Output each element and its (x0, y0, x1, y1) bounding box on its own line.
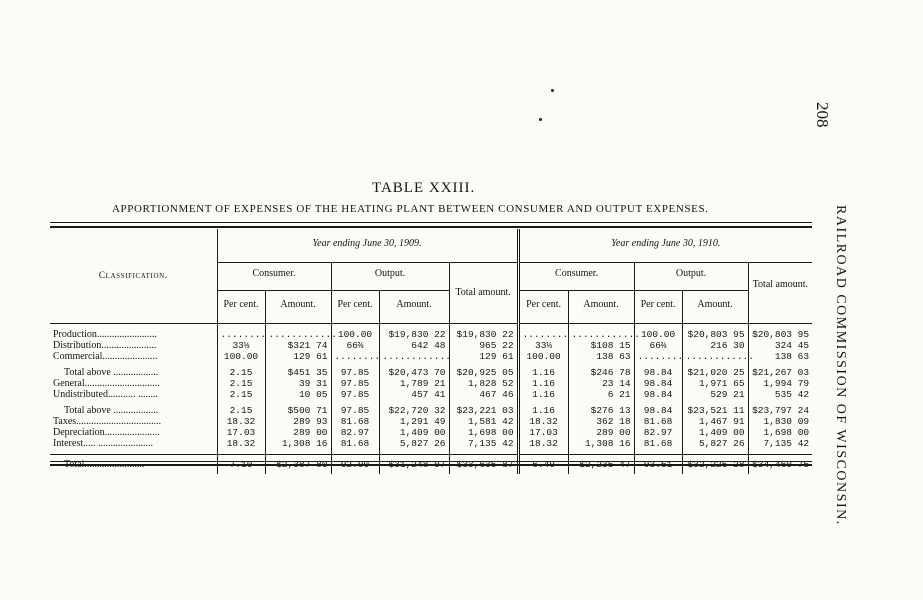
total-1909-amount: 7,135 42 (449, 438, 518, 449)
consumer-1909-amount: $2,387 80 (265, 455, 331, 475)
classification-header: Classification. (98, 270, 168, 281)
output-1910-amount: $32,225 28 (682, 455, 748, 475)
output-1909-pct: ........ (331, 351, 379, 362)
output-1910-pct: 98.84 (634, 378, 682, 389)
consumer-1910-pct: 1.16 (518, 367, 568, 378)
output-1910-pct: 82.97 (634, 427, 682, 438)
ink-speck (539, 118, 542, 121)
total-1909-amount: 1,828 52 (449, 378, 518, 389)
output-1910-pct: 81.68 (634, 438, 682, 449)
total-1910-amount: 1,698 00 (748, 427, 812, 438)
output-1910-amount: $20,803 95 (682, 329, 748, 340)
year-1910-header: Year ending June 30, 1910. (518, 229, 812, 263)
top-rule (50, 222, 812, 223)
consumer-1909-amount: 10 05 (265, 389, 331, 400)
total-1909-amount: 129 61 (449, 351, 518, 362)
total-1910-amount: $21,267 03 (748, 367, 812, 378)
output-1909-header: Output. (331, 263, 449, 291)
consumer-1909-pct: ........ (217, 329, 265, 340)
classification-cell: Commercial...................... (53, 351, 158, 362)
output-1910-amount: $21,020 25 (682, 367, 748, 378)
total-1909-amount: $19,830 22 (449, 329, 518, 340)
output-1910-pct: 98.84 (634, 367, 682, 378)
total-1909-amount: 965 22 (449, 340, 518, 351)
classification-cell: Production........................ (53, 329, 157, 340)
consumer-1910-amount: 1,308 16 (568, 438, 634, 449)
output-1909-pct: 97.85 (331, 378, 379, 389)
consumer-1909-pct: 17.03 (217, 427, 265, 438)
output-1909-pct: 66⅔ (331, 340, 379, 351)
top-rule-double (50, 226, 812, 228)
output-1909-pct: 97.85 (331, 367, 379, 378)
consumer-1910-pct: 1.16 (518, 389, 568, 400)
consumer-1910-amount: $276 13 (568, 405, 634, 416)
output-1910-amount: 1,467 91 (682, 416, 748, 427)
bottom-rule (50, 461, 812, 462)
total-1909-amount: 1,581 42 (449, 416, 518, 427)
table-row (50, 378, 812, 389)
total-1909-header: Total amount. (449, 263, 518, 324)
consumer-1909-amount: ............ (265, 329, 331, 340)
consumer-1909-amount: $500 71 (265, 405, 331, 416)
output-1909-pct: 100.00 (331, 329, 379, 340)
output-1909-amount: 1,789 21 (379, 378, 449, 389)
consumer-1909-pct: 2.15 (217, 378, 265, 389)
classification-cell: Undistributed........... ........ (53, 389, 158, 400)
consumer-1910-pct: 17.03 (518, 427, 568, 438)
total-1910-amount: $23,797 24 (748, 405, 812, 416)
classification-cell: General.............................. (53, 378, 160, 389)
consumer-1909-pct: 2.15 (217, 367, 265, 378)
output-1910-amount: 5,827 26 (682, 438, 748, 449)
amount-header: Amount. (265, 291, 331, 324)
consumer-1909-amount: $451 35 (265, 367, 331, 378)
page-number: 208 (813, 102, 832, 128)
output-1909-amount: 1,291 49 (379, 416, 449, 427)
output-1909-amount: ............ (379, 351, 449, 362)
output-1910-amount: ............ (682, 351, 748, 362)
total-1910-header: Total amount. (748, 263, 812, 324)
output-1909-amount: 642 48 (379, 340, 449, 351)
amount-header: Amount. (568, 291, 634, 324)
consumer-1910-pct: 18.32 (518, 438, 568, 449)
per-cent-header: Per cent. (331, 291, 379, 324)
classification-cell: Total........................ (64, 459, 145, 470)
output-1910-pct: 98.84 (634, 389, 682, 400)
consumer-1909-pct: 100.00 (217, 351, 265, 362)
consumer-1910-pct: 18.32 (518, 416, 568, 427)
output-1910-pct: 66⅔ (634, 340, 682, 351)
output-1910-pct: ........ (634, 351, 682, 362)
output-1910-pct: 81.68 (634, 416, 682, 427)
consumer-1909-header: Consumer. (217, 263, 331, 291)
total-1910-amount: 1,830 09 (748, 416, 812, 427)
output-1909-pct: 97.85 (331, 405, 379, 416)
total-1909-amount: $33,635 87 (449, 455, 518, 475)
total-1909-amount: $23,221 03 (449, 405, 518, 416)
consumer-1910-pct: 1.16 (518, 405, 568, 416)
consumer-1910-pct: ........ (518, 329, 568, 340)
output-1909-amount: 5,827 26 (379, 438, 449, 449)
output-1910-header: Output. (634, 263, 748, 291)
consumer-1910-amount: 23 14 (568, 378, 634, 389)
table-row (50, 438, 812, 449)
output-1910-amount: 1,971 65 (682, 378, 748, 389)
output-1910-amount: 1,409 00 (682, 427, 748, 438)
consumer-1909-pct: 18.32 (217, 416, 265, 427)
total-1909-amount: $20,925 05 (449, 367, 518, 378)
consumer-1910-pct: 33⅓ (518, 340, 568, 351)
output-1910-amount: $23,521 11 (682, 405, 748, 416)
year-1909-header: Year ending June 30, 1909. (217, 229, 518, 263)
consumer-1910-amount: ............ (568, 329, 634, 340)
per-cent-header: Per cent. (634, 291, 682, 324)
table-title: TABLE XXIII. (372, 180, 476, 196)
output-1909-amount: $19,830 22 (379, 329, 449, 340)
consumer-1909-amount: 289 93 (265, 416, 331, 427)
total-1910-amount: 324 45 (748, 340, 812, 351)
output-1910-pct: 93.51 (634, 455, 682, 475)
consumer-1909-amount: 129 61 (265, 351, 331, 362)
classification-cell: Distribution...................... (53, 340, 157, 351)
consumer-1910-pct: 6.49 (518, 455, 568, 475)
consumer-1910-pct: 1.16 (518, 378, 568, 389)
output-1909-pct: 82.97 (331, 427, 379, 438)
output-1909-pct: 81.68 (331, 438, 379, 449)
output-1909-amount: $22,720 32 (379, 405, 449, 416)
output-1909-amount: $31,248 07 (379, 455, 449, 475)
consumer-1910-amount: 362 18 (568, 416, 634, 427)
consumer-1909-amount: 1,308 16 (265, 438, 331, 449)
expense-table (50, 229, 812, 474)
total-1910-amount: 535 42 (748, 389, 812, 400)
table-row (50, 405, 812, 416)
total-1909-amount: 467 46 (449, 389, 518, 400)
output-1909-amount: $20,473 70 (379, 367, 449, 378)
table-row (50, 351, 812, 362)
total-1910-amount: 1,994 79 (748, 378, 812, 389)
classification-cell: Depreciation...................... (53, 427, 160, 438)
table-row (50, 340, 812, 351)
classification-cell: Total above .................. (64, 367, 159, 378)
consumer-1910-amount: 289 00 (568, 427, 634, 438)
consumer-1910-amount: $246 78 (568, 367, 634, 378)
total-1910-amount: $20,803 95 (748, 329, 812, 340)
classification-cell: Total above .................. (64, 405, 159, 416)
table-subtitle: APPORTIONMENT OF EXPENSES OF THE HEATING PLANT BETWEEN CONSUMER AND OUTPUT EXPENSES. (112, 203, 709, 215)
total-1910-amount: $34,460 75 (748, 455, 812, 475)
per-cent-header: Per cent. (217, 291, 265, 324)
consumer-1910-amount: $108 15 (568, 340, 634, 351)
amount-header: Amount. (682, 291, 748, 324)
classification-cell: Interest..... ...................... (53, 438, 153, 449)
total-1910-amount: 138 63 (748, 351, 812, 362)
ink-speck (551, 89, 554, 92)
running-head: RAILROAD COMMISSION OF WISCONSIN. (833, 205, 848, 526)
table-row (50, 416, 812, 427)
table-row (50, 329, 812, 340)
consumer-1909-amount: 39 31 (265, 378, 331, 389)
bottom-rule-double (50, 464, 812, 466)
output-1909-pct: 92.90 (331, 455, 379, 475)
amount-header: Amount. (379, 291, 449, 324)
output-1909-amount: 457 41 (379, 389, 449, 400)
table-row (50, 427, 812, 438)
output-1909-pct: 81.68 (331, 416, 379, 427)
consumer-1909-pct: 2.15 (217, 389, 265, 400)
total-1909-amount: 1,698 00 (449, 427, 518, 438)
classification-cell: Taxes.................................. (53, 416, 162, 427)
consumer-1909-pct: 18.32 (217, 438, 265, 449)
output-1909-pct: 97.85 (331, 389, 379, 400)
consumer-1909-amount: $321 74 (265, 340, 331, 351)
consumer-1909-pct: 7.10 (217, 455, 265, 475)
output-1910-amount: 216 30 (682, 340, 748, 351)
consumer-1910-amount: 138 63 (568, 351, 634, 362)
per-cent-header: Per cent. (518, 291, 568, 324)
consumer-1910-amount: 6 21 (568, 389, 634, 400)
output-1910-amount: 529 21 (682, 389, 748, 400)
output-1910-pct: 100.00 (634, 329, 682, 340)
output-1909-amount: 1,409 00 (379, 427, 449, 438)
table-row (50, 389, 812, 400)
table-row (50, 367, 812, 378)
consumer-1910-header: Consumer. (518, 263, 634, 291)
total-1910-amount: 7,135 42 (748, 438, 812, 449)
consumer-1909-pct: 2.15 (217, 405, 265, 416)
consumer-1910-pct: 100.00 (518, 351, 568, 362)
consumer-1909-amount: 289 00 (265, 427, 331, 438)
consumer-1910-amount: $2,235 47 (568, 455, 634, 475)
output-1910-pct: 98.84 (634, 405, 682, 416)
consumer-1909-pct: 33⅓ (217, 340, 265, 351)
